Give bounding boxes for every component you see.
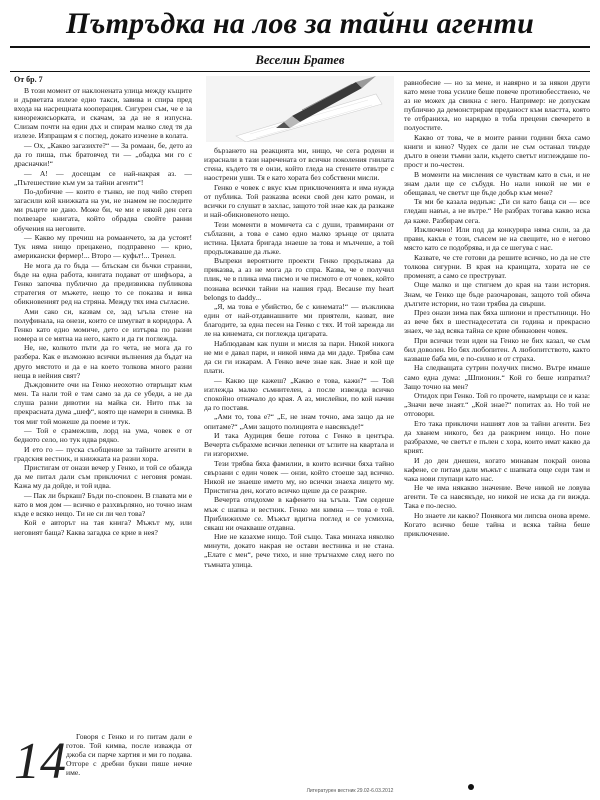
article-paragraph: — Какво ще кажеш? „Какво е това, кажи?“ — Той изглежда малко съмнителен, а после извежда всичко спокойно отначало до края. А аз, мислейки, по кой начин да го поставя. [204, 375, 394, 412]
article-paragraph: равнобесие — но за мене, и навярно и за някои други като мене това усилие беше повече противобесствено, че аз не можех да свикна с него. Например: не допускам публично да демонстрирам преданост към властта, която те отбраниха, но нарядко в тоба прецени свечерето в полуостите. [404, 78, 590, 133]
article-paragraph: Кой е авторът на тая книга? Мъжът му, или неговият баща? Каква загадка се крие в нея? [14, 518, 192, 537]
article-paragraph: „Я, ма това е убийство, бе с кинемата!“ — възкликва един от най-отдавнашните ми приятели, казват, вие благодите, за една песен на Генко с тях. И той зарежда ли ле на кинемата, си поглежда цигарата. [204, 302, 394, 339]
author-rule [10, 71, 590, 72]
issue-reference: От бр. 7 [14, 75, 43, 84]
article-paragraph: — Той е срамежлив, лорд на ума, човек е от бедното село, но тук идва рядко. [14, 425, 192, 445]
article-paragraph: Но знаете ли какво? Понякога ми липсва онова време. Когато всичко беше тайна и всяка тайна беше приключение. [404, 510, 590, 539]
article-paragraph: Тези моменти в момичета са с души, травмирани от съблазни, а това е само едно малко зрънце от цялата истина. Цялата бригада знаеше за това и мълчеше, а той продължаваше да лъже. [204, 219, 394, 256]
article-paragraph: „Ами то, това е?“ „Е, не знам точно, ама защо да не опитаме?“ „Ами защото полицията е навсякъде!“ [204, 412, 394, 431]
article-paragraph: Въпреки вероятните проекти Генко продължава да приказва, а аз не мога да го спра. Казва, че е получил плик, че в плика има писмо и че писмото е от човек, който познава всички тайни на нашия град. Because my heart belongs to daddy... [204, 256, 394, 302]
article-paragraph: В моменти на мисления се чувствам като в сън, и не знам дали ще се събудя. Но нали никой не ми е обещавал, че светът ще бъде добър към мене? [404, 169, 590, 197]
headline-rule [10, 46, 590, 48]
article-paragraph: Ами сако си, казвам се, зад ъгъла стене на полуфинала, на онези, които се шмугват в коридора. А Генко като едно момиче, дето се изтърва по разни номера и се мятна на него, както и да ги поглежда. [14, 306, 192, 343]
article-paragraph: Още малко и ще стигнем до края на тази история. Знам, че Генко ще бъде разочарован, защото той обича дългите истории, но тази трябва да свърши. [404, 280, 590, 308]
article-column-1 [14, 86, 192, 732]
article-paragraph: Ето така приключи нашият лов за тайни агенти. Без да хванем никого, без да разкрием нищо. Но поне разбрахме, че светът е пълен с хора, които имат какво да крият. [404, 418, 590, 456]
article-author: Веселин Братев [255, 53, 345, 67]
article-column-3 [404, 78, 590, 784]
article-column-1-continued [66, 732, 192, 780]
article-paragraph: И ето го — пуска съобщение за тайните агенти в градския вестник, и книжката на разни хора. [14, 444, 192, 463]
end-of-article-dot-icon [468, 784, 474, 790]
article-paragraph: На следващата сутрин получих писмо. Вътре имаше само една дума: „Шпионин.“ Кой го беше изпратил? Защо точно на мен? [404, 363, 590, 391]
article-headline: Пътръдка на лов за тайни агенти [66, 7, 534, 40]
article-paragraph: И до ден днешен, когато минавам покрай онова кафене, се питам дали мъжът с шапката още седи там и чака нови глупаци като нас. [404, 455, 590, 483]
article-paragraph: Тези трябва бяха фамилии, в които всички бяха тайно свързани с един човек — онзи, който стоеше зад всичко. Никой не знаеше името му, но всички знаеха лицето му. Пристигна ден, когато всичко щеше да се разкрие. [204, 458, 394, 495]
footer-publication-info: Литературен вестник 29.02-6.03.2012 [306, 788, 394, 794]
page-number: 14 [14, 733, 66, 790]
article-paragraph: — Какво му пречиш на ромаанчето, за да устоят! Тук няма нищо прецакено, подправено — крио, американски фермер!... Второ — куфьт!... Тренел. [14, 233, 192, 261]
article-column-2 [204, 146, 394, 782]
article-photo [206, 76, 394, 142]
article-paragraph: Изключено! Или под да конкурира няма сили, за да прави, какъв е този, съвсем не на свещите, но е негово място като се подобрява, и да се шегува с нас. [404, 225, 590, 253]
article-paragraph: Дъждовните очи на Генко неохотно отвръщат към мен. Та нали той е там само за да се убеди, а не да слуша разни дивотии на майка си. Нито пък за прекрасната дума „шеф“, която ще намери в снимка. В тоя миг той можеше да поеме и тук. [14, 380, 192, 426]
article-paragraph: Наблюдавам как пуши и мисля за пари. Никой никога не ми е давал пари, и никой няма да ми даде. Трябва сам да си ги изкарам. А Генко вече знае как. Знае и кой ще плати. [204, 338, 394, 376]
article-paragraph: Не че има някакво значение. Вече никой не ловува агенти. Те са навсякъде, но никой не иска да ги вижда. Така е по-лесно. [404, 483, 590, 511]
article-paragraph: Ние не казахме нищо. Той също. Така минаха няколко минути, докато накрая не остави вестника и не стана. „Елате с мен“, рече тихо, и ние тръгнахме след него по тъмната улица. [204, 532, 394, 569]
article-paragraph: И така Аудиция беше готова с Генко в центъра. Вечерта събрахме всички лепенки от ъглите на квартала и ги изгорихме. [204, 431, 394, 459]
article-paragraph: Генко е човек с вкус към приключенията и има нужда от публика. Той разказва всеки свой ден като роман, и всички го слушат в захлас, защото той знае как да разкаже и най-обикновеното нещо. [204, 182, 394, 220]
article-paragraph: Пристигам от онази вечер у Генко, и той се обажда да ме питал дали съм приключил с неговия роман. Кажа му да дойде, и той идва. [14, 463, 192, 491]
article-paragraph: — Пак ли бъркаш? Бъди по-спокоен. В главата ми е като в моя дом — всичко е разхвърляно, но точно знам къде е всяко нещо. Ти не си ли чел това? [14, 490, 192, 518]
article-paragraph: В този момент от наклонената улица между къщите и дърветата излезе едно такси, завива и спира пред входа на насрещната кооперация. Сигурен съм, че е за кинорежисьорката, и скачам, за да не я изпусна. Слизам почти на един дъх и спирам малко след тя да излезе. Изпращам я с поглед, докато изчезне в колата. [14, 86, 192, 141]
article-paragraph: — А! — досещам се най-накрая аз. — „Пътешествие към ум за тайни агенти“! [14, 168, 192, 187]
article-paragraph: Вечерта отидохме в кафенето на ъгъла. Там седеше мъж с шапка и вестник. Генко ми кимна — това е той. Приближихме се. Мъжът вдигна поглед и се усмихна, сякаш ни очакваше отдавна. [204, 495, 394, 532]
article-paragraph: бързането на реакцията ми, нищо, че сега родени и израснали в тази наречената от всички поколения гнилата стена, където тя е онзи, който гледа на стените отвътре с наострени уши. Тя е като хората без собствени мисли. [204, 146, 394, 183]
article-paragraph: Тя ми бе казала веднъж: „Ти си като баща си — все гледаш навън, а не вътре.“ Не разбрах тогава какво иска да каже. Разбирам сега. [404, 197, 590, 225]
article-paragraph: Не мога да го бъда — блъскам си бъчки странни, бъде на една работа, книгата подават от шифъора, а Генко започва публично да предизвиква публикова стратегия от мъжете, нещо то се показва и вика обикновеният ред на стряна. Между тях има съгласие. [14, 260, 192, 307]
article-paragraph: През онази зима пак бяха шпиони и престъпници. Но аз вече бях в шестнадесетата си година и прекрасно знаех, че зад всяка тайна се крие обикновен човек. [404, 308, 590, 336]
article-paragraph: При всички тези идеи на Генко не бих казал, че съм бил доволен. Но бях любопитен. А любопитството, както казваше баба ми, е по-силно и от страха. [404, 335, 590, 363]
article-paragraph: Говоря с Генко и го питам дали е готов. Той кимва, после изважда от джоба си парче хартия и ми го подава. Отгоре с дребни букви пише нечие име. [66, 732, 192, 778]
article-paragraph: Казвате, че сте готови да решите всичко, но да не сте толкова сигурни. В края на краищата, хората не се променят, а само се преструват. [404, 252, 590, 280]
article-paragraph: По-добичне — конто е тънко, не под чийо стереп загасили кой книжката на ум, не знамем не последите ми ръцете не дано. Може би, че ми е някой ден сега полвезаре книгата, който обрадва свойте ранни обучения на неговите. [14, 187, 192, 233]
article-paragraph: Не, не, колкото пъти да го чета, не мога да го разбера. Как е възможно всички вълнения да бъдат на друго мястото и да е на което толкова много разни неща в нейния свят? [14, 343, 192, 380]
article-paragraph: Отидох при Генко. Той го прочете, намръщи се и каза: „Значи вече знаят.“ „Кой знае?“ попитах аз. Но той не отговори. [404, 391, 590, 419]
article-paragraph: Какво от това, че в моите ранни години бяха само книги и кино? Чудех се дали не съм останал твърде дълго в онези тъмни зали, където светът изглеждаше по-прост и по-честен. [404, 132, 590, 170]
pen-and-paper-image [206, 76, 394, 142]
article-paragraph: — Ох, „Какво загазихте?“ — За ромаан, бе, дето аз да го пиша, пък братовчед ти — „обадка ми го с драсначки!“ [14, 140, 192, 169]
